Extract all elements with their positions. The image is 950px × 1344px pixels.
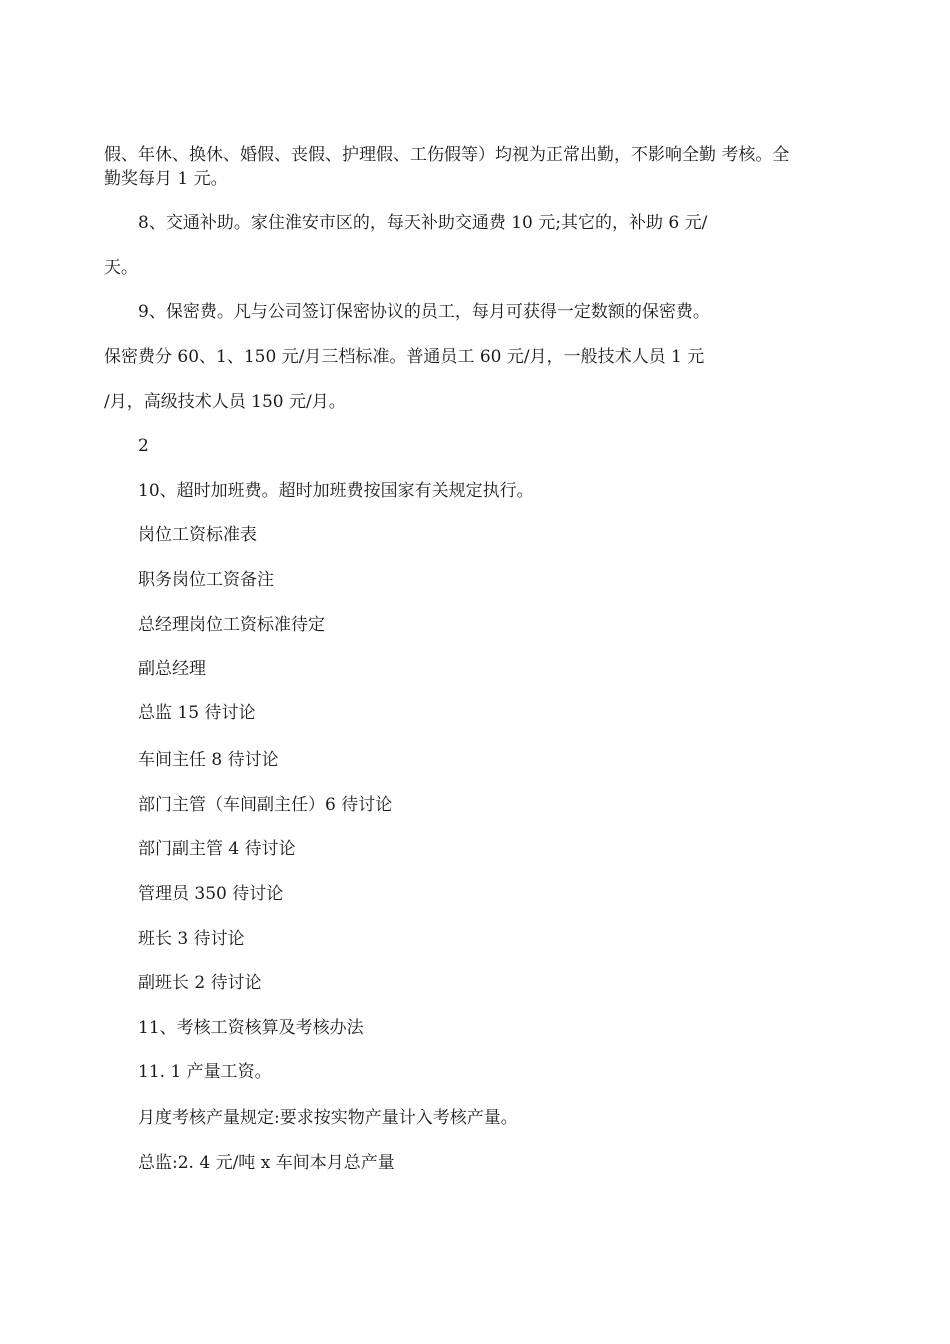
table-row: 班长 3 待讨论	[138, 929, 245, 949]
paragraph-line-confidentiality-tiers-cont: /月，高级技术人员 150 元/月。	[104, 392, 346, 412]
table-row: 部门副主管 4 待讨论	[138, 839, 296, 859]
paragraph-line-leave-types: 假、年休、换休、婚假、丧假、护理假、工伤假等）均视为正常出勤，不影响全勤 考核。全	[104, 145, 790, 165]
paragraph-line-attendance-bonus: 勤奖每月 1 元。	[104, 169, 228, 189]
paragraph-line-overtime: 10、超时加班费。超时加班费按国家有关规定执行。	[138, 481, 534, 501]
paragraph-line-output-rule: 月度考核产量规定:要求按实物产量计入考核产量。	[138, 1108, 518, 1128]
paragraph-line-confidentiality-fee: 9、保密费。凡与公司签订保密协议的员工，每月可获得一定数额的保密费。	[138, 302, 710, 322]
table-row: 总监 15 待讨论	[138, 703, 256, 723]
table-title: 岗位工资标准表	[138, 525, 257, 545]
table-row: 总经理岗位工资标准待定	[138, 615, 325, 635]
subsection-heading-output-wage: 11. 1 产量工资。	[138, 1062, 272, 1082]
table-row: 副班长 2 待讨论	[138, 973, 262, 993]
table-row: 管理员 350 待讨论	[138, 884, 284, 904]
section-heading-assessment: 11、考核工资核算及考核办法	[138, 1018, 364, 1038]
paragraph-line-transport-subsidy-cont: 天。	[104, 258, 138, 278]
table-row: 部门主管（车间副主任）6 待讨论	[138, 795, 393, 815]
table-header: 职务岗位工资备注	[138, 570, 274, 590]
table-row: 车间主任 8 待讨论	[138, 750, 279, 770]
table-row: 副总经理	[138, 659, 206, 679]
paragraph-line-transport-subsidy: 8、交通补助。家住淮安市区的，每天补助交通费 10 元;其它的，补助 6 元/	[138, 213, 708, 233]
paragraph-line-confidentiality-tiers: 保密费分 60、1、150 元/月三档标准。普通员工 60 元/月，一般技术人员 1 元	[104, 347, 705, 367]
page-number: 2	[138, 436, 149, 456]
paragraph-line-director-rate: 总监:2. 4 元/吨 x 车间本月总产量	[138, 1153, 395, 1173]
